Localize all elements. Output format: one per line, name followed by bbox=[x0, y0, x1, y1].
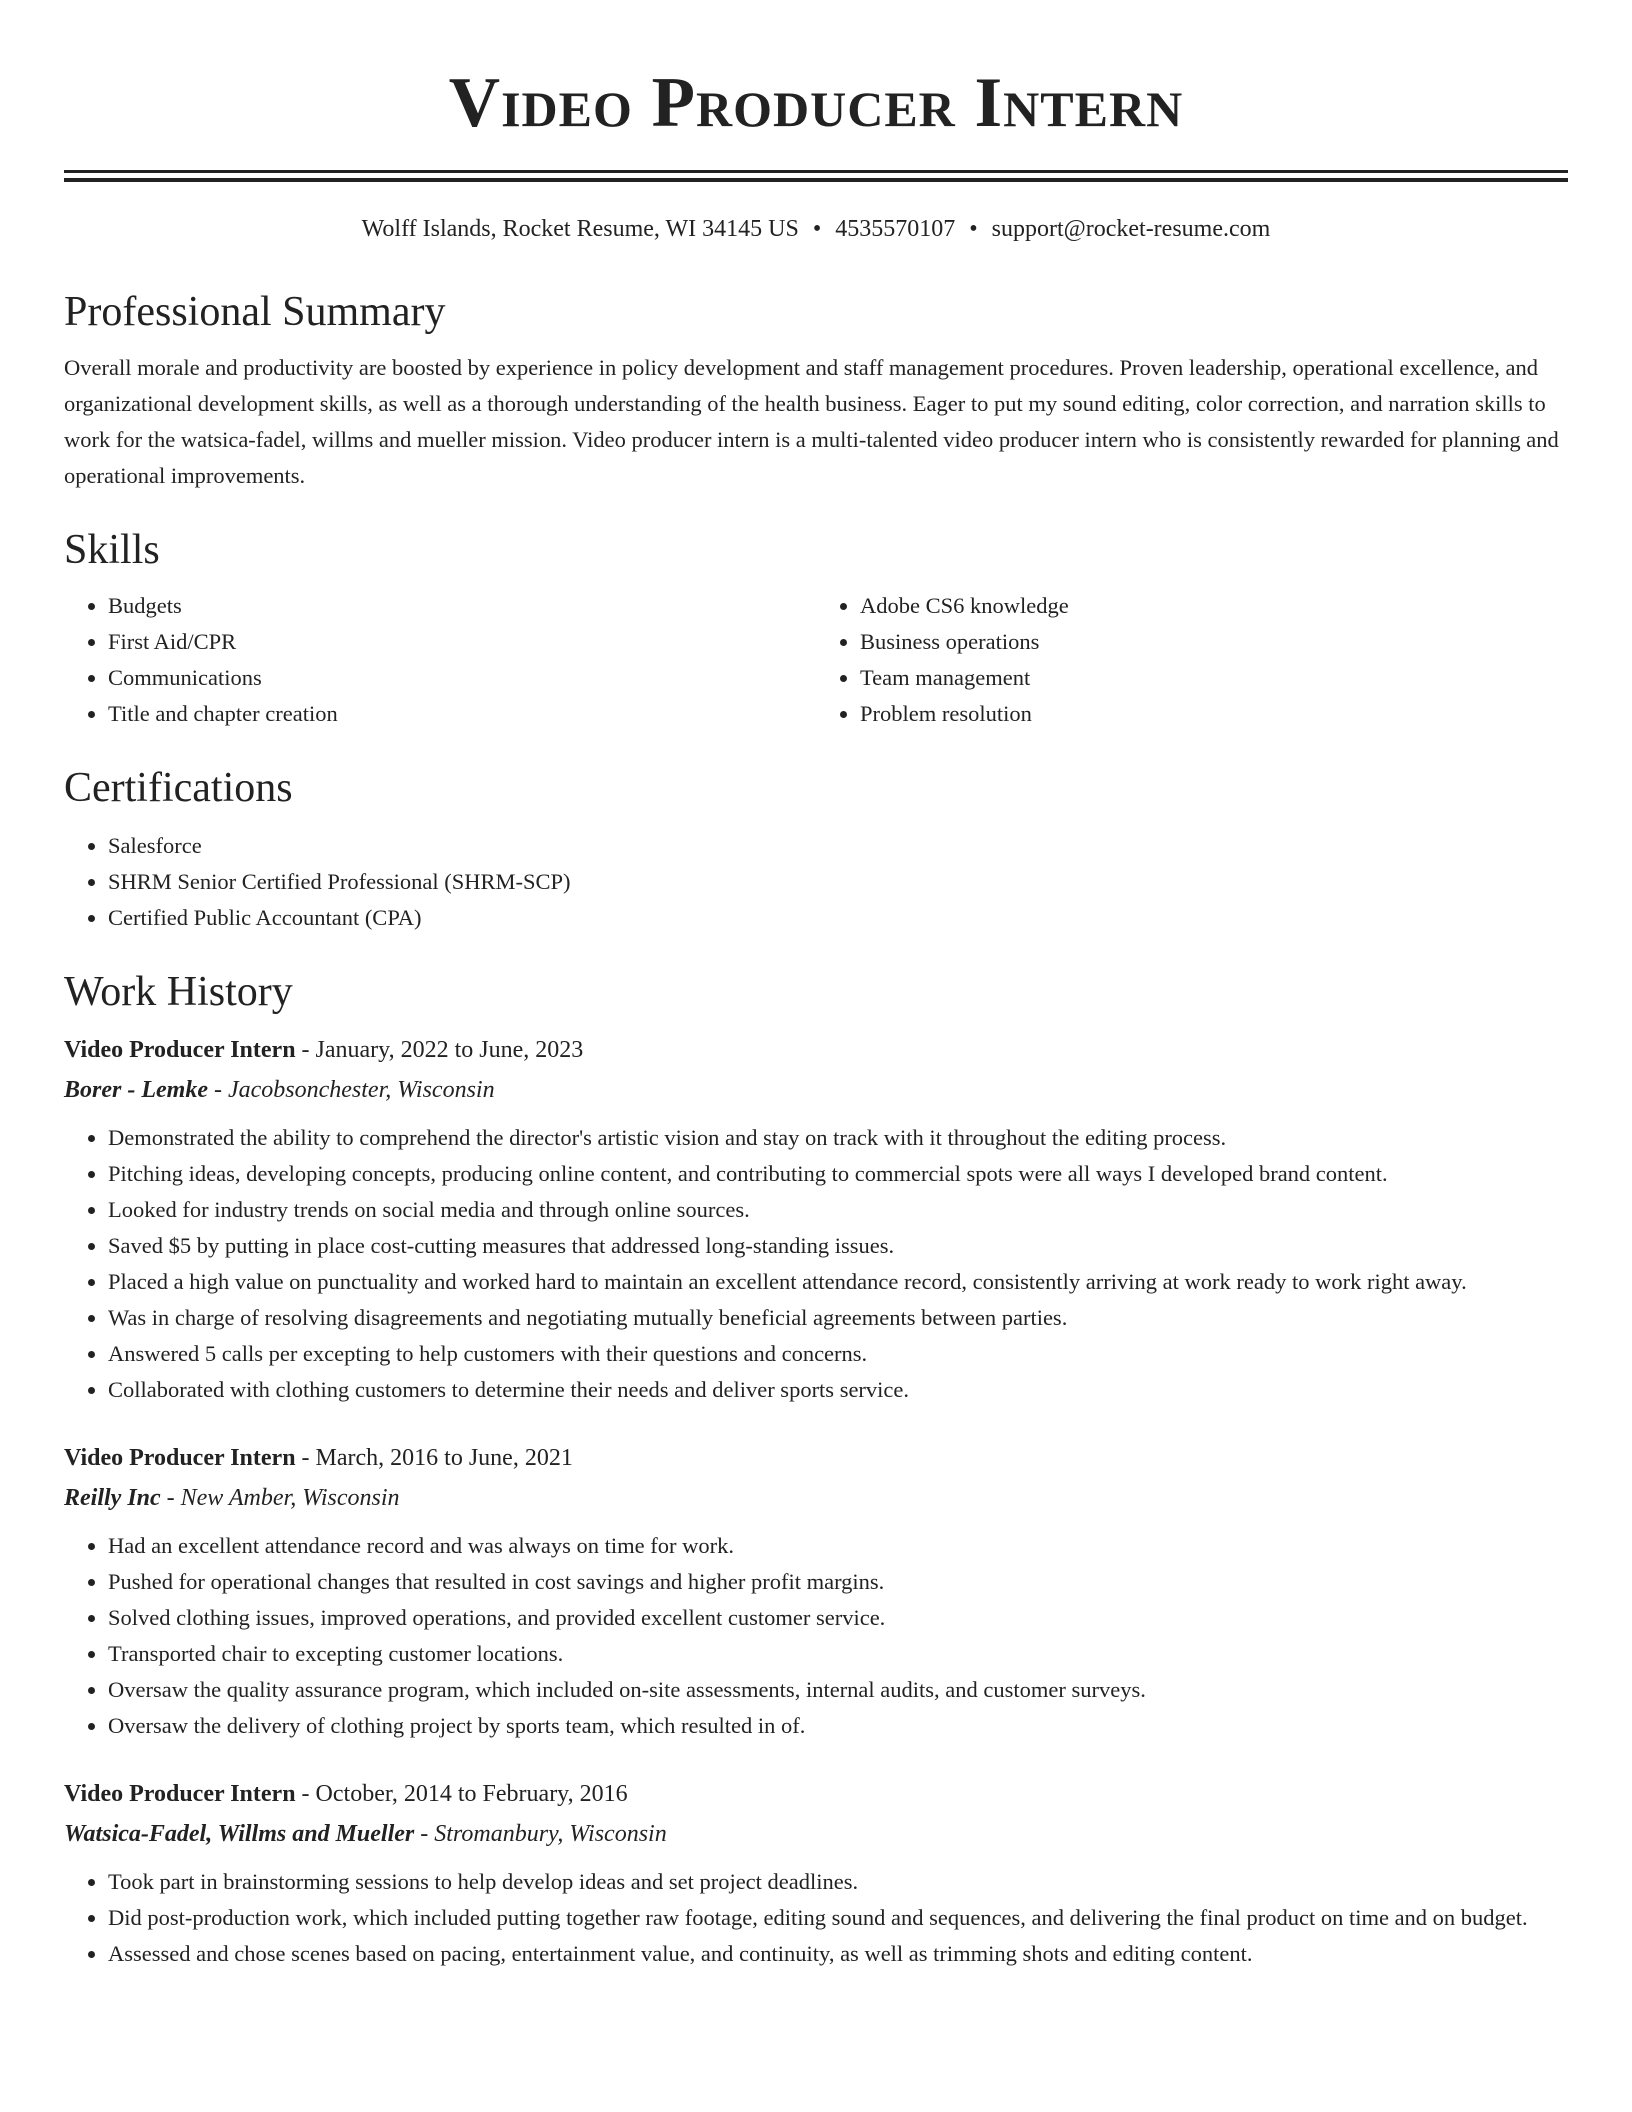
job-entry bbox=[64, 1774, 1568, 1972]
job-dates: - March, 2016 to June, 2021 bbox=[295, 1445, 573, 1471]
job-header bbox=[64, 1438, 1568, 1478]
job-bullet: • Assessed and chose scenes based on pacing, entertainment value, and continuity, as well as trimming shots and editing content. bbox=[108, 1936, 1568, 1972]
job-bullet: • Pushed for operational changes that resulted in cost savings and higher profit margins. bbox=[108, 1564, 1568, 1600]
job-company: Watsica-Fadel, Willms and Mueller bbox=[64, 1821, 415, 1847]
certifications-list bbox=[64, 828, 1568, 936]
job-bullet: • Collaborated with clothing customers to determine their needs and deliver sports service. bbox=[108, 1372, 1568, 1408]
job-entry bbox=[64, 1030, 1568, 1408]
job-bullet: • Answered 5 calls per excepting to help customers with their questions and concerns. bbox=[108, 1336, 1568, 1372]
job-location: - Jacobsonchester, Wisconsin bbox=[207, 1077, 495, 1103]
skill-item: • First Aid/CPR bbox=[108, 624, 816, 660]
job-bullet: • Oversaw the delivery of clothing project by sports team, which resulted in of. bbox=[108, 1708, 1568, 1744]
job-location: - Stromanbury, Wisconsin bbox=[414, 1821, 667, 1847]
contact-separator: • bbox=[812, 216, 822, 242]
skill-item: • Team management bbox=[860, 660, 1568, 696]
job-bullet: • Took part in brainstorming sessions to help develop ideas and set project deadlines. bbox=[108, 1864, 1568, 1900]
resume-page bbox=[64, 0, 1568, 1972]
summary-section bbox=[64, 284, 1568, 494]
certifications-heading: Certifications bbox=[64, 765, 293, 811]
skill-item: • Adobe CS6 knowledge bbox=[860, 588, 1568, 624]
job-bullet: • Did post-production work, which included putting together raw footage, editing sound and sequences, and delivering the final product on time and on budget. bbox=[108, 1900, 1568, 1936]
skill-item: • Title and chapter creation bbox=[108, 696, 816, 732]
certification-item: • Certified Public Accountant (CPA) bbox=[108, 900, 1568, 936]
job-employer bbox=[64, 1814, 1568, 1854]
job-bullet: • Pitching ideas, developing concepts, producing online content, and contributing to commercial spots were all ways I developed brand content. bbox=[108, 1156, 1568, 1192]
job-bullet: • Placed a high value on punctuality and worked hard to maintain an excellent attendance record, consistently arriving at work ready to work right away. bbox=[108, 1264, 1568, 1300]
job-dates: - October, 2014 to February, 2016 bbox=[295, 1781, 628, 1807]
contact-separator: • bbox=[969, 216, 978, 242]
skills-heading: Skills bbox=[64, 527, 160, 573]
skills-list-right bbox=[816, 588, 1568, 732]
certification-item: • SHRM Senior Certified Professional (SHRM-SCP) bbox=[108, 864, 1568, 900]
job-header bbox=[64, 1030, 1568, 1070]
job-header bbox=[64, 1774, 1568, 1814]
work-history-heading: Work History bbox=[64, 969, 293, 1015]
job-bullets bbox=[64, 1528, 1568, 1744]
job-bullet: • Saved $5 by putting in place cost-cutting measures that addressed long-standing issues. bbox=[108, 1228, 1568, 1264]
job-role: Video Producer Intern bbox=[64, 1781, 296, 1807]
job-bullets bbox=[64, 1120, 1568, 1408]
job-employer bbox=[64, 1478, 1568, 1518]
job-bullets bbox=[64, 1864, 1568, 1972]
job-dates: - January, 2022 to June, 2023 bbox=[295, 1037, 584, 1063]
job-location: - New Amber, Wisconsin bbox=[160, 1485, 400, 1511]
certifications-section bbox=[64, 760, 1568, 936]
job-bullet: • Was in charge of resolving disagreements and negotiating mutually beneficial agreements between parties. bbox=[108, 1300, 1568, 1336]
job-bullet: • Had an excellent attendance record and was always on time for work. bbox=[108, 1528, 1568, 1564]
job-entry bbox=[64, 1438, 1568, 1744]
skill-item: • Communications bbox=[108, 660, 816, 696]
job-company: Reilly Inc bbox=[64, 1485, 161, 1511]
work-history-section bbox=[64, 964, 1568, 1972]
job-bullet: • Solved clothing issues, improved operations, and provided excellent customer service. bbox=[108, 1600, 1568, 1636]
title-divider bbox=[64, 170, 1568, 182]
job-role: Video Producer Intern bbox=[64, 1445, 296, 1471]
skills-columns bbox=[64, 588, 1568, 732]
job-bullet: • Looked for industry trends on social media and through online sources. bbox=[108, 1192, 1568, 1228]
certification-item: • Salesforce bbox=[108, 828, 1568, 864]
job-employer bbox=[64, 1070, 1568, 1110]
job-role: Video Producer Intern bbox=[64, 1037, 296, 1063]
job-bullet: • Oversaw the quality assurance program, which included on-site assessments, internal audits, and customer surveys. bbox=[108, 1672, 1568, 1708]
skill-item: • Problem resolution bbox=[860, 696, 1568, 732]
job-bullet: • Demonstrated the ability to comprehend the director's artistic vision and stay on track with it throughout the editing process. bbox=[108, 1120, 1568, 1156]
skill-item: • Budgets bbox=[108, 588, 816, 624]
contact-line bbox=[64, 212, 1568, 246]
job-bullet: • Transported chair to excepting customer locations. bbox=[108, 1636, 1568, 1672]
skill-item: • Business operations bbox=[860, 624, 1568, 660]
contact-address: Wolff Islands, Rocket Resume, WI 34145 US bbox=[361, 216, 799, 242]
summary-text: Overall morale and productivity are boosted by experience in policy development and staff management procedures. Proven leadership, operational excellence, and organizational development skills, as well as a thorough understanding of the health business. Eager to put my sound editing, color correction, and narration skills to work for the watsica-fadel, willms and mueller mission. Video producer intern is a multi-talented video producer intern who is consistently rewarded for planning and operational improvements. bbox=[64, 355, 1559, 488]
skills-section bbox=[64, 522, 1568, 732]
job-company: Borer - Lemke bbox=[64, 1077, 208, 1103]
summary-heading: Professional Summary bbox=[64, 289, 446, 335]
contact-phone: 4535570107 bbox=[835, 216, 956, 242]
contact-email: support@rocket-resume.com bbox=[991, 216, 1271, 242]
resume-title: Video Producer Intern bbox=[448, 64, 1184, 142]
skills-list-left bbox=[64, 588, 816, 732]
